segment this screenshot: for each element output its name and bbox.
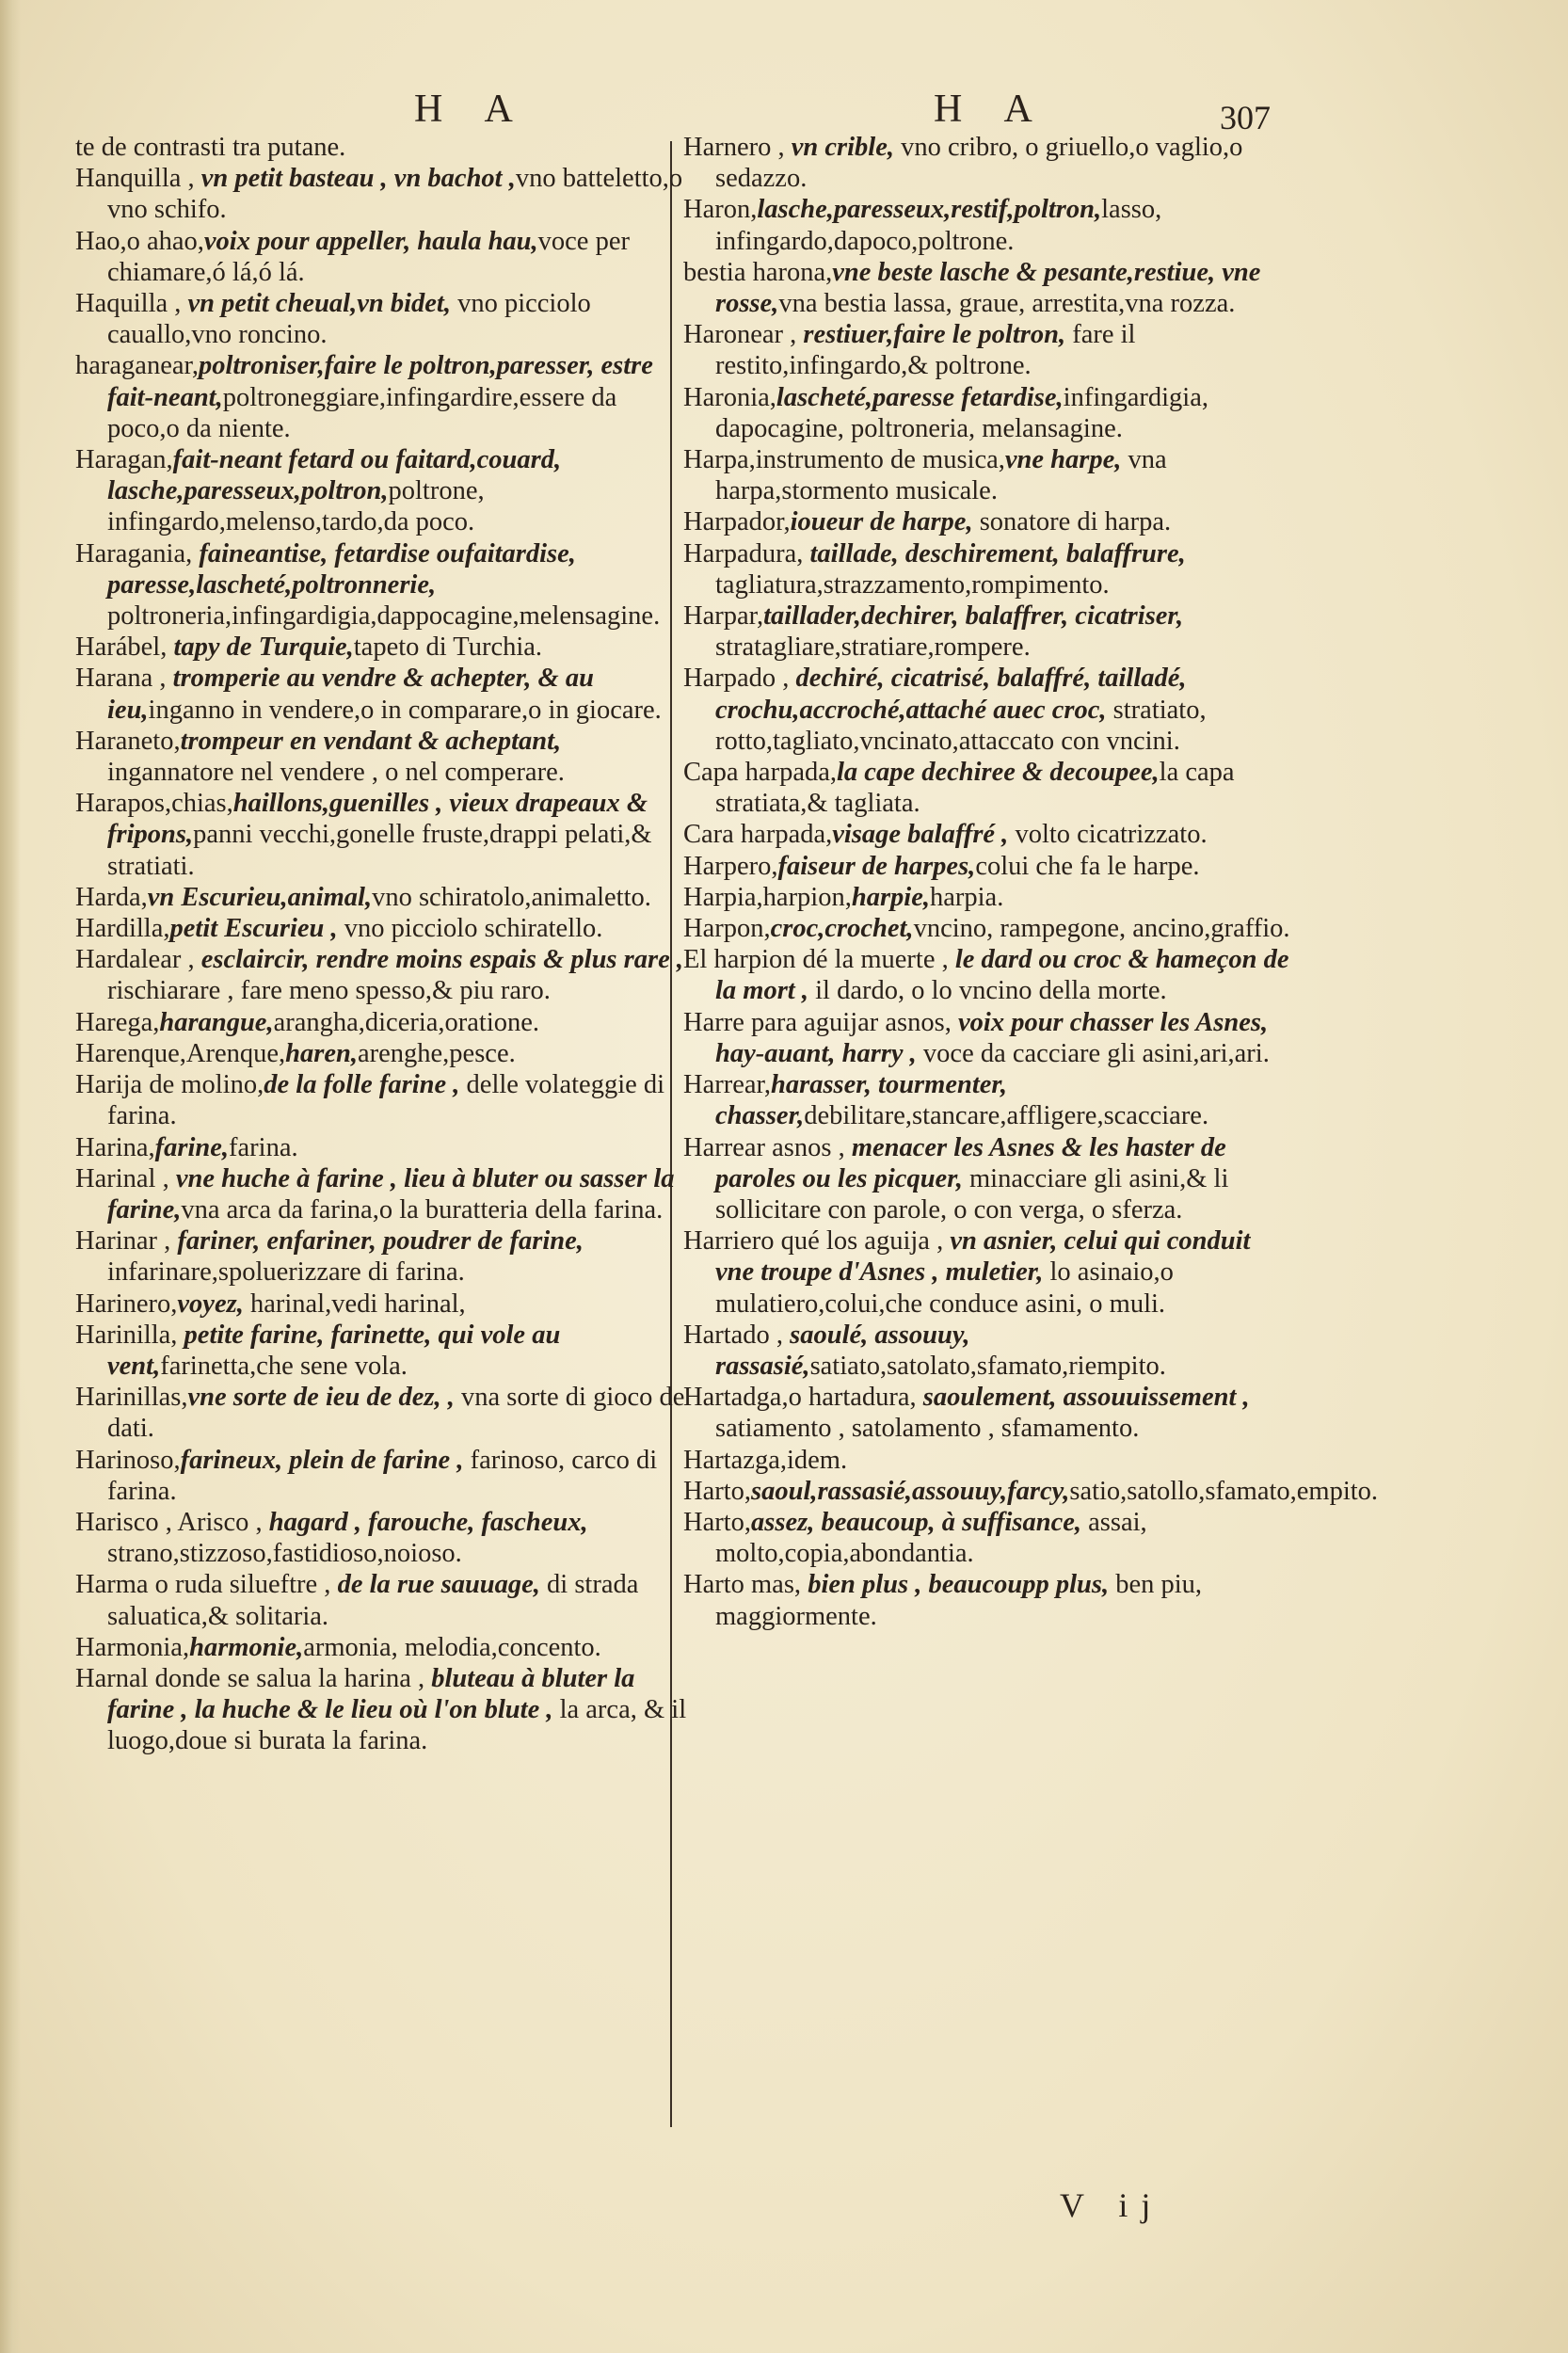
dictionary-entry <box>75 913 687 944</box>
italian-gloss: vno batteletto,o vno schifo. <box>107 164 683 225</box>
french-gloss: vn petit cheual,vn bidet, <box>187 289 451 319</box>
dictionary-entry <box>75 1132 687 1163</box>
italian-gloss: strano,stizzoso,fastidioso,noioso. <box>107 1539 462 1569</box>
italian-gloss: tagliatura,strazzamento,rompimento. <box>715 569 1110 600</box>
italian-gloss: colui che fa le harpe. <box>975 851 1200 881</box>
dictionary-entry <box>683 1445 1295 1476</box>
headword: Harpadura, <box>683 538 810 568</box>
italian-gloss: rischiarare , fare meno spesso,& piu raro. <box>107 976 551 1006</box>
french-gloss: saoulé, assouuy, rassasié, <box>715 1320 970 1381</box>
italian-gloss: sonatore di harpa. <box>972 507 1172 537</box>
italian-gloss: vna arca da farina,o la buratteria della farina. <box>181 1194 664 1225</box>
french-gloss: vn asnier, celui qui conduit vne troupe d'Asnes , muletier, <box>715 1226 1251 1288</box>
french-gloss: harangue, <box>159 1007 274 1037</box>
italian-gloss: di strada saluatica,& solitaria. <box>107 1570 639 1631</box>
signature-mark: V ij <box>1060 2186 1164 2224</box>
italian-gloss: harinal,vedi harinal, <box>243 1289 466 1319</box>
headword: Harto, <box>683 1507 752 1537</box>
italian-gloss: inganno in vendere,o in comparare,o in giocare. <box>148 695 662 725</box>
left-column <box>75 132 687 1757</box>
french-gloss: haillons,guenilles , vieux drapeaux & fripons, <box>107 789 648 850</box>
headword: Harto, <box>683 1476 752 1506</box>
headword: Harpar, <box>683 601 764 632</box>
running-header-left: H A <box>414 88 530 131</box>
dictionary-entry <box>683 132 1295 194</box>
dictionary-entry <box>683 538 1295 600</box>
headword: Harenque,Arenque, <box>75 1038 286 1068</box>
french-gloss: voix pour appeller, haula hau, <box>203 226 538 256</box>
headword: Hartadga,o hartadura, <box>683 1383 923 1413</box>
dictionary-entry <box>75 444 687 538</box>
french-gloss: vn crible, <box>791 133 894 162</box>
french-gloss: vne sorte de ieu de dez, , <box>187 1383 455 1413</box>
dictionary-entry <box>683 1569 1295 1631</box>
headword: Haragania, <box>75 538 200 568</box>
french-gloss: farine, <box>154 1132 230 1162</box>
french-gloss: taillade, deschirement, balaffrure, <box>809 538 1186 568</box>
french-gloss: voix pour chasser les Asnes, hay-auant, harry , <box>715 1007 1269 1068</box>
french-gloss: vne beste lasche & pesante,restiue, vne rosse, <box>715 257 1261 319</box>
italian-gloss: ingannatore nel vendere , o nel comperare. <box>107 758 565 788</box>
dictionary-entry <box>75 882 687 913</box>
dictionary-entry <box>683 506 1295 537</box>
headword: Harnero , <box>683 133 792 162</box>
italian-gloss: delle volateggie di farina. <box>107 1070 665 1131</box>
italian-gloss: vno picciolo cauallo,vno roncino. <box>107 289 591 350</box>
dictionary-entry <box>75 1569 687 1631</box>
italian-gloss: arangha,diceria,oratione. <box>273 1007 540 1037</box>
italian-gloss: vna bestia lassa, graue, arrestita,vna rozza. <box>778 289 1236 319</box>
french-gloss: harpie, <box>851 882 930 912</box>
french-gloss: harmonie, <box>189 1632 304 1662</box>
dictionary-entry <box>683 1225 1295 1320</box>
french-gloss: lascheté,paresse fetardise, <box>776 382 1064 412</box>
headword: Harmonia, <box>75 1632 190 1662</box>
dictionary-entry <box>75 1007 687 1038</box>
headword: Harpero, <box>683 851 778 881</box>
french-gloss: menacer les Asnes & les haster de paroles ou les picquer, <box>715 1132 1226 1193</box>
italian-gloss: poltrone, infingardo,melenso,tardo,da poco. <box>107 476 485 537</box>
french-gloss: croc,crochet, <box>770 914 914 944</box>
dictionary-entry <box>75 663 687 725</box>
italian-gloss: instrumento de musica, <box>755 445 1005 475</box>
headword: Haron, <box>683 195 758 225</box>
headword: Haragan, <box>75 445 173 475</box>
italian-gloss: vncino, rampegone, ancino,graffio. <box>913 914 1290 944</box>
french-gloss: vne huche à farine , lieu à bluter ou sasser la farine, <box>107 1163 675 1225</box>
dictionary-entry <box>75 1320 687 1382</box>
french-gloss: petite farine, farinette, qui vole au vent, <box>107 1320 561 1381</box>
french-gloss: bien plus , beaucoupp plus, <box>808 1570 1110 1600</box>
french-gloss: le dard ou croc & hameçon de la mort , <box>715 945 1289 1006</box>
french-gloss: vn Escurieu,animal, <box>147 882 373 912</box>
italian-gloss: la capa stratiata,& tagliata. <box>715 758 1235 819</box>
headword: Hartado , <box>683 1320 791 1350</box>
dictionary-entry <box>75 1163 687 1225</box>
headword: Harpado , <box>683 664 796 694</box>
french-gloss: la cape dechiree & decoupee, <box>837 758 1160 788</box>
headword: Hao,o ahao, <box>75 226 204 256</box>
dictionary-entry <box>683 851 1295 882</box>
running-header-right: H A <box>934 88 1049 131</box>
headword: Harma o ruda silueftre , <box>75 1570 338 1600</box>
french-gloss: lasche,paresseux,restif,poltron, <box>757 195 1102 225</box>
french-gloss: poltroniser,faire le poltron,paresser, estre fait-neant, <box>107 351 653 412</box>
dictionary-entry <box>75 1038 687 1069</box>
italian-gloss: panni vecchi,gonelle fruste,drappi pelati,& stratiati. <box>107 820 652 881</box>
french-gloss: voyez, <box>177 1289 244 1319</box>
italian-gloss: volto cicatrizzato. <box>1008 820 1208 850</box>
italian-gloss: satiato,satolato,sfamato,riempito. <box>809 1351 1166 1381</box>
italian-gloss: arenghe,pesce. <box>357 1038 516 1068</box>
italian-gloss: voce da cacciare gli asini,ari,ari. <box>916 1038 1270 1068</box>
headword: Hanquilla , <box>75 164 201 194</box>
headword: Harana , <box>75 664 173 694</box>
headword: Harinero, <box>75 1289 178 1319</box>
dictionary-entry <box>683 1069 1295 1131</box>
headword: Harpon, <box>683 914 771 944</box>
headword: Hardilla, <box>75 914 170 944</box>
dictionary-entry <box>75 132 687 163</box>
dictionary-entry <box>75 226 687 288</box>
dictionary-entry <box>683 1320 1295 1382</box>
dictionary-entry <box>75 1632 687 1663</box>
italian-gloss: la arca, & il luogo,doue si burata la farina. <box>107 1695 687 1756</box>
headword: bestia harona, <box>683 257 833 287</box>
dictionary-entry <box>683 819 1295 850</box>
dictionary-entry <box>75 538 687 632</box>
dictionary-entry <box>75 1289 687 1320</box>
dictionary-entry <box>683 1007 1295 1069</box>
dictionary-entry <box>75 163 687 225</box>
italian-gloss: vna sorte di gioco de dati. <box>107 1383 685 1444</box>
headword: Harnal donde se salua la harina , <box>75 1663 432 1693</box>
french-gloss: de la rue sauuage, <box>337 1570 540 1600</box>
headword: Harinillas, <box>75 1383 188 1413</box>
headword: Harpador, <box>683 507 791 537</box>
headword: Harinilla, <box>75 1320 184 1350</box>
headword: Haronear , <box>683 320 804 350</box>
italian-gloss: lo asinaio,o mulatiero,colui,che conduce asini, o muli. <box>715 1257 1174 1319</box>
french-gloss: saoul,rassasié,assouuy,farcy, <box>751 1476 1070 1506</box>
italian-gloss: armonia, melodia,concento. <box>303 1632 601 1662</box>
headword: Cara harpada, <box>683 820 833 850</box>
italian-gloss: vno picciolo schiratello. <box>337 914 603 944</box>
headword: Capa harpada, <box>683 758 837 788</box>
headword: Harinar , <box>75 1226 178 1257</box>
french-gloss: hagard , farouche, fascheux, <box>268 1507 588 1537</box>
italian-gloss: voce per chiamare,ó lá,ó lá. <box>107 226 630 287</box>
dictionary-entry <box>75 288 687 350</box>
dictionary-entry <box>683 194 1295 256</box>
entry-text: te de contrasti tra putane. <box>75 133 346 162</box>
headword: Harapos,chias, <box>75 789 233 819</box>
french-gloss: dechiré, cicatrisé, balaffré, tailladé, crochu,accroché,attaché auec croc, <box>715 664 1187 725</box>
headword: Harrear asnos , <box>683 1132 852 1162</box>
french-gloss: haren, <box>285 1038 358 1068</box>
dictionary-entry <box>683 382 1295 444</box>
dictionary-entry <box>75 1225 687 1288</box>
dictionary-entry <box>683 600 1295 663</box>
french-gloss: visage balaffré , <box>832 820 1009 850</box>
french-gloss: de la folle farine , <box>264 1070 460 1100</box>
italian-gloss: tapeto di Turchia. <box>353 632 543 663</box>
page-number: 307 <box>1220 99 1271 136</box>
headword: Harija de molino, <box>75 1070 264 1100</box>
page-edge-shadow <box>0 0 21 2353</box>
french-gloss: ioueur de harpe, <box>790 507 973 537</box>
italian-gloss: vna harpa,stormento musicale. <box>715 445 1167 506</box>
dictionary-entry <box>683 663 1295 757</box>
dictionary-entry <box>683 257 1295 319</box>
french-gloss: esclaircir, rendre moins espais & plus rare , <box>200 945 683 975</box>
french-gloss: faiseur de harpes, <box>777 851 976 881</box>
french-gloss: tapy de Turquie, <box>173 632 354 663</box>
headword: Harriero qué los aguija , <box>683 1226 951 1257</box>
italian-gloss: infingardigia, dapocagine, poltroneria, melansagine. <box>715 382 1208 443</box>
italian-gloss: farinoso, carco di farina. <box>107 1445 658 1506</box>
french-gloss: bluteau à bluter la farine , la huche & le lieu où l'on blute , <box>107 1663 635 1725</box>
french-gloss: assez, beaucoup, à suffisance, <box>751 1507 1082 1537</box>
italian-gloss: vno cribro, o griuello,o vaglio,o sedazzo. <box>715 133 1243 194</box>
french-gloss: taillader,dechirer, balaffrer, cicatriser, <box>763 601 1184 632</box>
headword: Harto mas, <box>683 1570 808 1600</box>
headword: Harda, <box>75 882 148 912</box>
dictionary-entry <box>683 1476 1379 1507</box>
french-gloss: harasser, tourmenter, chasser, <box>715 1070 1008 1131</box>
french-gloss: fait-neant fetard ou faitard,couard, lasche,paresseux,poltron, <box>107 445 562 506</box>
headword: Harpia,harpion, <box>683 882 852 912</box>
french-gloss: saoulement, assouuissement , <box>922 1383 1250 1413</box>
headword: Haraneto, <box>75 726 181 756</box>
italian-gloss: satiamento , satolamento , sfamamento. <box>715 1414 1140 1444</box>
dictionary-entry <box>75 632 687 663</box>
headword: Haronia, <box>683 382 776 412</box>
headword: Harpa, <box>683 445 756 475</box>
italian-gloss: ben piu, maggiormente. <box>715 1570 1203 1631</box>
dictionary-entry <box>75 1445 687 1507</box>
headword: Hardalear , <box>75 945 201 975</box>
dictionary-entry <box>683 913 1295 944</box>
italian-gloss: debilitare,stancare,affligere,scacciare. <box>804 1101 1209 1131</box>
headword: Harinal , <box>75 1163 176 1193</box>
headword: Harinoso, <box>75 1445 181 1475</box>
headword: haraganear, <box>75 351 199 381</box>
dictionary-entry <box>683 757 1295 819</box>
dictionary-entry <box>683 1382 1295 1444</box>
dictionary-entry <box>75 788 687 882</box>
italian-gloss: poltroneggiare,infingardire,essere da poco,o da niente. <box>107 382 617 443</box>
headword: El harpion dé la muerte , <box>683 945 955 975</box>
headword: Hartazga,idem. <box>683 1445 848 1475</box>
italian-gloss: farinetta,che sene vola. <box>160 1351 408 1381</box>
dictionary-entry <box>683 1132 1295 1226</box>
dictionary-entry <box>75 944 687 1006</box>
dictionary-entry <box>75 1382 687 1444</box>
italian-gloss: il dardo, o lo vncino della morte. <box>808 976 1167 1006</box>
italian-gloss: farina. <box>229 1132 298 1162</box>
dictionary-entry <box>683 1507 1295 1569</box>
dictionary-entry <box>75 1507 687 1569</box>
headword: Harre para aguijar asnos, <box>683 1007 958 1037</box>
italian-gloss: vno schiratolo,animaletto. <box>372 882 651 912</box>
dictionary-entry <box>683 319 1295 381</box>
french-gloss: tromperie au vendre & achepter, & au ieu, <box>107 664 594 725</box>
french-gloss: petit Escurieu , <box>169 914 338 944</box>
italian-gloss: fare il restito,infingardo,& poltrone. <box>715 320 1136 381</box>
headword: Harisco , Arisco , <box>75 1507 269 1537</box>
italian-gloss: minacciare gli asini,& li sollicitare con parole, o con verga, o sferza. <box>715 1163 1229 1225</box>
dictionary-entry <box>683 882 1295 913</box>
headword: Harega, <box>75 1007 160 1037</box>
dictionary-entry <box>75 350 687 444</box>
french-gloss: trompeur en vendant & acheptant, <box>180 726 562 756</box>
headword: Harábel, <box>75 632 174 663</box>
italian-gloss: stratiato, rotto,tagliato,vncinato,attaccato con vncini. <box>715 695 1207 756</box>
french-gloss: faineantise, fetardise oufaitardise, paresse,lascheté,poltronnerie, <box>107 538 576 600</box>
headword: Haquilla , <box>75 289 188 319</box>
dictionary-entry <box>75 1069 687 1131</box>
dictionary-entry <box>75 726 687 788</box>
right-column <box>683 132 1379 1632</box>
dictionary-entry <box>75 1663 687 1757</box>
italian-gloss: satio,satollo,sfamato,empito. <box>1069 1476 1379 1506</box>
french-gloss: vn petit basteau , vn bachot , <box>200 164 516 194</box>
dictionary-entry <box>683 444 1295 506</box>
italian-gloss: stratagliare,stratiare,rompere. <box>715 632 1031 663</box>
french-gloss: fariner, enfariner, poudrer de farine, <box>177 1226 584 1257</box>
italian-gloss: assai, molto,copia,abondantia. <box>715 1507 1147 1569</box>
italian-gloss: lasso, infingardo,dapoco,poltrone. <box>715 195 1162 256</box>
italian-gloss: infarinare,spoluerizzare di farina. <box>107 1257 465 1288</box>
headword: Harina, <box>75 1132 155 1162</box>
french-gloss: restiuer,faire le poltron, <box>803 320 1066 350</box>
headword: Harrear, <box>683 1070 771 1100</box>
italian-gloss: harpia. <box>930 882 1004 912</box>
french-gloss: vne harpe, <box>1004 445 1122 475</box>
italian-gloss: poltroneria,infingardigia,dappocagine,melensagine. <box>107 601 661 632</box>
dictionary-entry <box>683 944 1295 1006</box>
french-gloss: farineux, plein de farine , <box>180 1445 464 1475</box>
